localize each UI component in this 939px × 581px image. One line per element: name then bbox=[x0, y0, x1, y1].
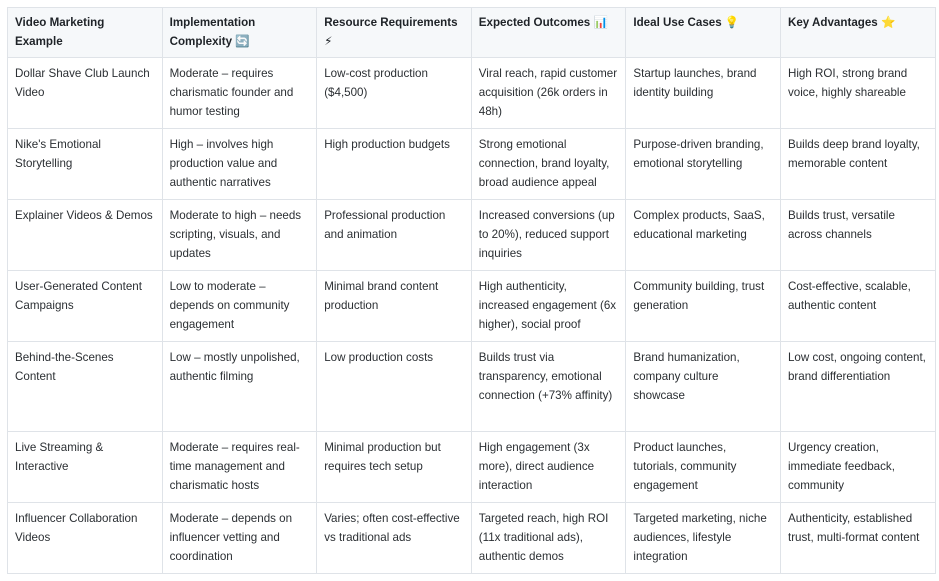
header-outcomes: Expected Outcomes 📊 bbox=[471, 8, 626, 58]
cell-outcomes: Viral reach, rapid customer acquisition (26k orders in 48h) bbox=[471, 58, 626, 129]
cell-use-cases: Complex products, SaaS, educational marketing bbox=[626, 200, 781, 271]
cell-use-cases: Community building, trust generation bbox=[626, 271, 781, 342]
cell-complexity: Moderate – depends on influencer vetting and coordination bbox=[162, 503, 317, 574]
comparison-table bbox=[7, 7, 936, 574]
cell-outcomes: High authenticity, increased engagement (6x higher), social proof bbox=[471, 271, 626, 342]
cell-resources: Low-cost production ($4,500) bbox=[317, 58, 472, 129]
cell-advantages: Authenticity, established trust, multi-format content bbox=[780, 503, 935, 574]
cell-complexity: Moderate – requires real-time management and charismatic hosts bbox=[162, 432, 317, 503]
cell-outcomes: Increased conversions (up to 20%), reduced support inquiries bbox=[471, 200, 626, 271]
cell-advantages: Builds trust, versatile across channels bbox=[780, 200, 935, 271]
cell-complexity: Low – mostly unpolished, authentic filming bbox=[162, 342, 317, 432]
cell-advantages: Low cost, ongoing content, brand differentiation bbox=[780, 342, 935, 432]
cell-use-cases: Targeted marketing, niche audiences, lifestyle integration bbox=[626, 503, 781, 574]
cell-resources: Low production costs bbox=[317, 342, 472, 432]
header-advantages: Key Advantages ⭐ bbox=[780, 8, 935, 58]
table-row bbox=[8, 58, 936, 129]
cell-example: Behind-the-Scenes Content bbox=[8, 342, 163, 432]
table-row bbox=[8, 200, 936, 271]
cell-example: User-Generated Content Campaigns bbox=[8, 271, 163, 342]
header-complexity: Implementation Complexity 🔄 bbox=[162, 8, 317, 58]
cell-use-cases: Brand humanization, company culture showcase bbox=[626, 342, 781, 432]
table-row bbox=[8, 342, 936, 432]
header-use-cases: Ideal Use Cases 💡 bbox=[626, 8, 781, 58]
table-row bbox=[8, 503, 936, 574]
cell-use-cases: Startup launches, brand identity building bbox=[626, 58, 781, 129]
table-row bbox=[8, 129, 936, 200]
cell-complexity: High – involves high production value and authentic narratives bbox=[162, 129, 317, 200]
cell-complexity: Low to moderate – depends on community engagement bbox=[162, 271, 317, 342]
cell-advantages: High ROI, strong brand voice, highly shareable bbox=[780, 58, 935, 129]
table-row bbox=[8, 432, 936, 503]
cell-outcomes: Strong emotional connection, brand loyalty, broad audience appeal bbox=[471, 129, 626, 200]
cell-outcomes: Targeted reach, high ROI (11x traditional ads), authentic demos bbox=[471, 503, 626, 574]
cell-outcomes: High engagement (3x more), direct audience interaction bbox=[471, 432, 626, 503]
cell-example: Live Streaming & Interactive bbox=[8, 432, 163, 503]
header-resources: Resource Requirements ⚡ bbox=[317, 8, 472, 58]
cell-advantages: Builds deep brand loyalty, memorable content bbox=[780, 129, 935, 200]
cell-complexity: Moderate – requires charismatic founder and humor testing bbox=[162, 58, 317, 129]
cell-resources: Varies; often cost-effective vs traditional ads bbox=[317, 503, 472, 574]
cell-advantages: Urgency creation, immediate feedback, community bbox=[780, 432, 935, 503]
cell-resources: Minimal brand content production bbox=[317, 271, 472, 342]
cell-example: Nike's Emotional Storytelling bbox=[8, 129, 163, 200]
cell-resources: High production budgets bbox=[317, 129, 472, 200]
table-row bbox=[8, 271, 936, 342]
cell-use-cases: Product launches, tutorials, community engagement bbox=[626, 432, 781, 503]
cell-example: Explainer Videos & Demos bbox=[8, 200, 163, 271]
cell-use-cases: Purpose-driven branding, emotional storytelling bbox=[626, 129, 781, 200]
header-row bbox=[8, 8, 936, 58]
cell-outcomes: Builds trust via transparency, emotional connection (+73% affinity) bbox=[471, 342, 626, 432]
cell-complexity: Moderate to high – needs scripting, visuals, and updates bbox=[162, 200, 317, 271]
cell-resources: Minimal production but requires tech setup bbox=[317, 432, 472, 503]
cell-resources: Professional production and animation bbox=[317, 200, 472, 271]
header-example: Video Marketing Example bbox=[8, 8, 163, 58]
cell-example: Influencer Collaboration Videos bbox=[8, 503, 163, 574]
cell-example: Dollar Shave Club Launch Video bbox=[8, 58, 163, 129]
cell-advantages: Cost-effective, scalable, authentic content bbox=[780, 271, 935, 342]
